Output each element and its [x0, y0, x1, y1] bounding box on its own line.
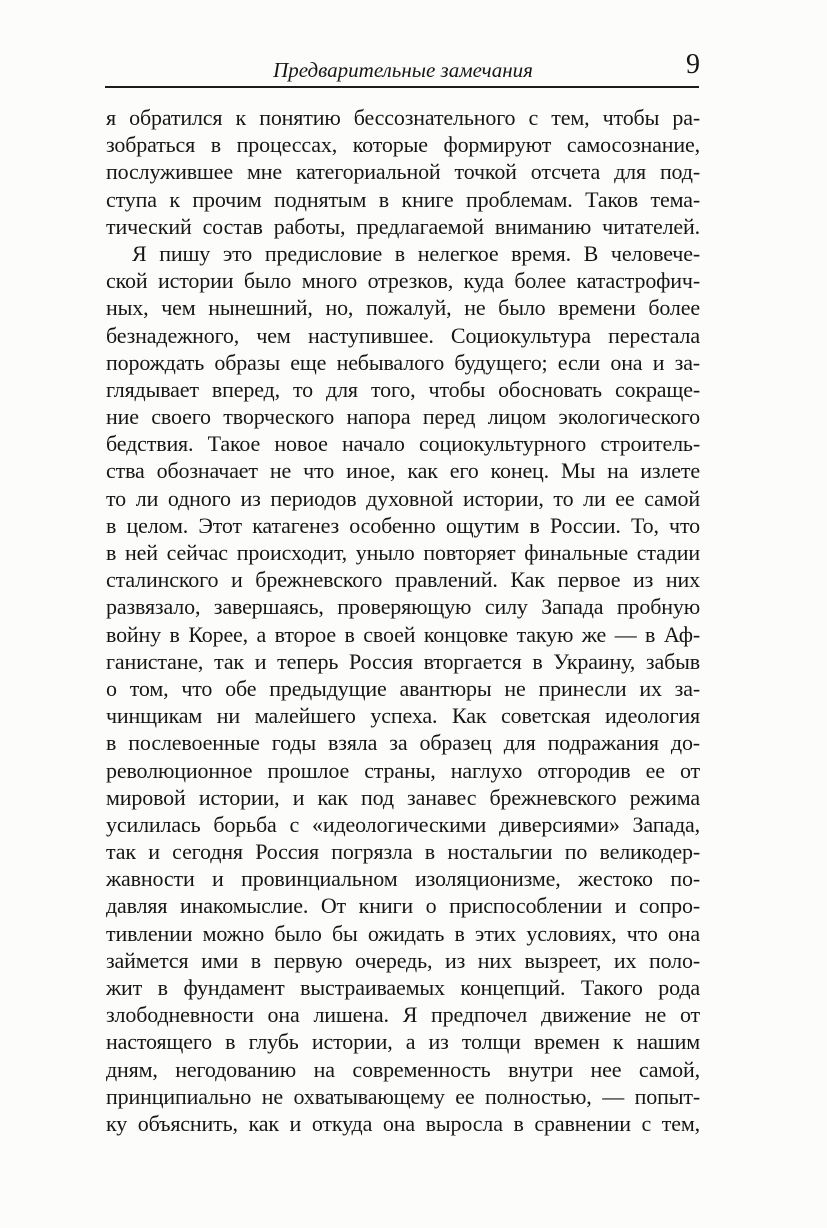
- page-number: 9: [686, 49, 700, 80]
- text-line: усилилась борьба с «идеологическими диверсиями» Запада,: [106, 811, 700, 837]
- text-line: жавности и провинциальном изоляционизме, жестоко по-: [106, 866, 700, 892]
- text-line: ных, чем нынешний, но, пожалуй, не было времени более: [106, 295, 700, 321]
- text-line: тический состав работы, предлагаемой вниманию читателей.: [106, 213, 700, 239]
- text-line: ганистане, так и теперь Россия вторгается в Украину, забыв: [106, 648, 700, 674]
- text-line: войну в Корее, а второе в своей концовке такую же — в Аф-: [106, 621, 700, 647]
- header-rule: [105, 86, 699, 88]
- text-line: порождать образы еще небывалого будущего; если она и за-: [106, 349, 700, 375]
- text-line: дням, негодованию на современность внутри нее самой,: [106, 1056, 700, 1082]
- text-line: ку объяснить, как и откуда она выросла в сравнении с тем,: [106, 1110, 700, 1136]
- text-line: сталинского и брежневского правлений. Как первое из них: [106, 567, 700, 593]
- text-line: злободневности она лишена. Я предпочел движение не от: [106, 1002, 700, 1028]
- text-line: в послевоенные годы взяла за образец для подражания до-: [106, 730, 700, 756]
- text-line: ступа к прочим поднятым в книге проблемам. Таков тема-: [106, 186, 700, 212]
- text-line: займется ими в первую очередь, из них вызреет, их поло-: [106, 947, 700, 973]
- text-line: ства обозначает не что иное, как его конец. Мы на излете: [106, 458, 700, 484]
- text-line: то ли одного из периодов духовной истории, то ли ее самой: [106, 485, 700, 511]
- text-line: жит в фундамент выстраиваемых концепций. Такого рода: [106, 975, 700, 1000]
- text-line: чинщикам ни малейшего успеха. Как советская идеология: [106, 703, 700, 729]
- text-line: в целом. Этот катагенез особенно ощутим в России. То, что: [106, 512, 700, 538]
- body-text: [106, 104, 700, 1137]
- text-line: развязало, завершаясь, проверяющую силу Запада пробную: [106, 594, 700, 620]
- text-line: ние своего творческого напора перед лицом экологического: [106, 404, 700, 430]
- text-line: зобраться в процессах, которые формируют самосознание,: [106, 132, 700, 158]
- text-line: о том, что обе предыдущие авантюры не принесли их за-: [106, 675, 700, 701]
- text-line: послужившее мне категориальной точкой отсчета для под-: [106, 159, 700, 185]
- running-title: Предварительные замечания: [273, 58, 533, 82]
- text-line: безнадежного, чем наступившее. Социокультура перестала: [106, 322, 700, 348]
- text-line: Я пишу это предисловие в нелегкое время. В человече-: [132, 240, 700, 266]
- text-line: я обратился к понятию бессознательного с тем, чтобы ра-: [106, 105, 700, 130]
- text-line: тивлении можно было бы ожидать в этих условиях, что она: [106, 920, 700, 946]
- text-line: бедствия. Такое новое начало социокультурного строитель-: [106, 431, 700, 457]
- text-line: давляя инакомыслие. От книги о приспособлении и сопро-: [106, 893, 700, 919]
- text-line: настоящего в глубь истории, а из толщи времен к нашим: [106, 1029, 700, 1055]
- text-line: глядывает вперед, то для того, чтобы обосновать сокраще-: [106, 376, 700, 402]
- text-line: так и сегодня Россия погрязла в ностальгии по великодер-: [106, 839, 700, 865]
- text-line: принципиально не охватывающему ее полностью, — попыт-: [106, 1083, 700, 1109]
- text-line: в ней сейчас происходит, уныло повторяет финальные стадии: [106, 540, 700, 565]
- text-line: ской истории было много отрезков, куда более катастрофич-: [106, 268, 700, 294]
- text-line: революционное прошлое страны, наглухо отгородив ее от: [106, 757, 700, 783]
- text-line: мировой истории, и как под занавес брежневского режима: [106, 784, 700, 810]
